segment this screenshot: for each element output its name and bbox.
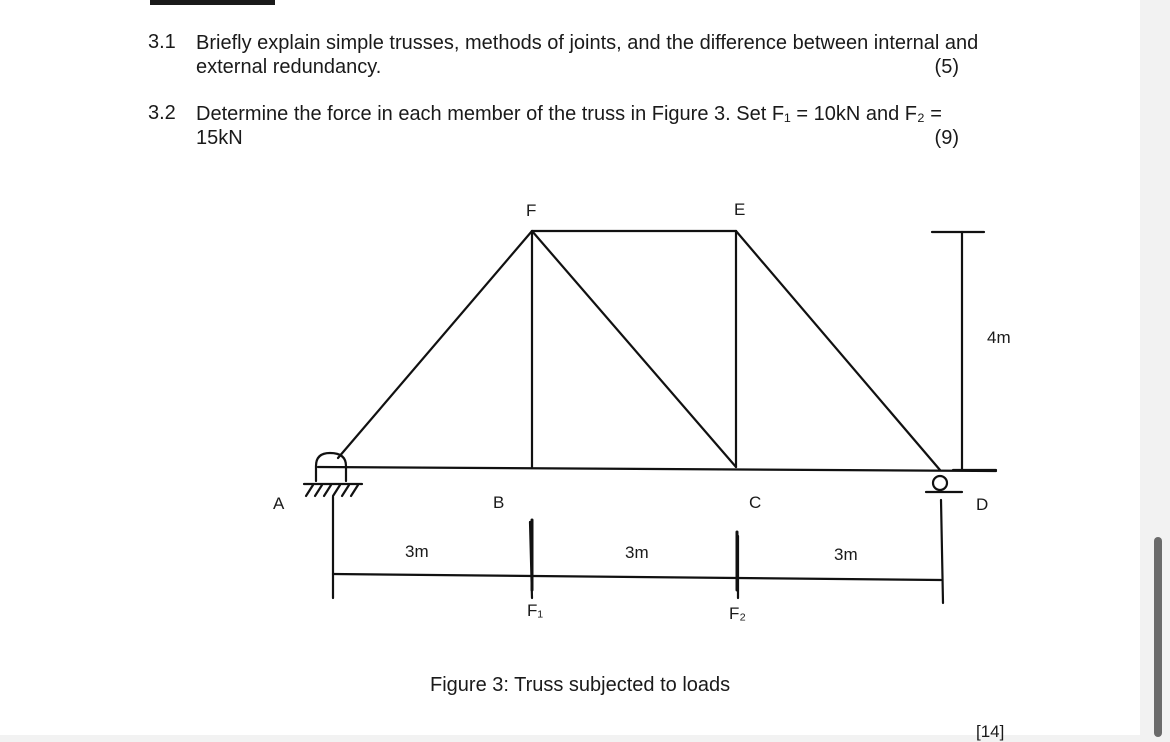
node-label-b: B bbox=[493, 493, 505, 512]
node-label-c: C bbox=[749, 493, 762, 512]
dimension-span-2: 3m bbox=[625, 543, 649, 562]
dim-ext-d bbox=[941, 500, 943, 603]
dimension-span-1: 3m bbox=[405, 542, 429, 561]
node-label-f: F bbox=[526, 201, 537, 220]
roller-support-d bbox=[933, 476, 947, 490]
node-label-a: A bbox=[273, 494, 285, 513]
question-3-2-marks: (9) bbox=[934, 127, 959, 149]
load-label-f1: F₁ bbox=[527, 601, 544, 620]
question-3-1-marks: (5) bbox=[934, 56, 959, 78]
node-label-d: D bbox=[976, 495, 989, 514]
scrollbar-thumb[interactable] bbox=[1154, 537, 1162, 737]
node-label-e: E bbox=[734, 200, 746, 219]
dimension-span-3: 3m bbox=[834, 545, 858, 564]
dim-line-horizontal bbox=[333, 574, 941, 580]
dimension-height: 4m bbox=[987, 328, 1011, 347]
question-3-1-number: 3.1 bbox=[148, 31, 176, 53]
figure-caption: Figure 3: Truss subjected to loads bbox=[430, 674, 731, 696]
member-bottom-chord bbox=[318, 467, 996, 471]
question-3-2-text: Determine the force in each member of the truss in Figure 3. Set F₁ = 10kN and F₂ = 15kN bbox=[196, 103, 942, 149]
question-3-1-text: Briefly explain simple trusses, methods of joints, and the difference between internal and external redundancy. bbox=[196, 32, 979, 78]
member-ed bbox=[736, 231, 940, 470]
total-marks: [14] bbox=[976, 722, 1005, 741]
member-fc bbox=[532, 231, 736, 467]
question-3-2-number: 3.2 bbox=[148, 102, 176, 124]
member-af bbox=[338, 231, 532, 458]
load-label-f2: F₂ bbox=[729, 604, 746, 623]
